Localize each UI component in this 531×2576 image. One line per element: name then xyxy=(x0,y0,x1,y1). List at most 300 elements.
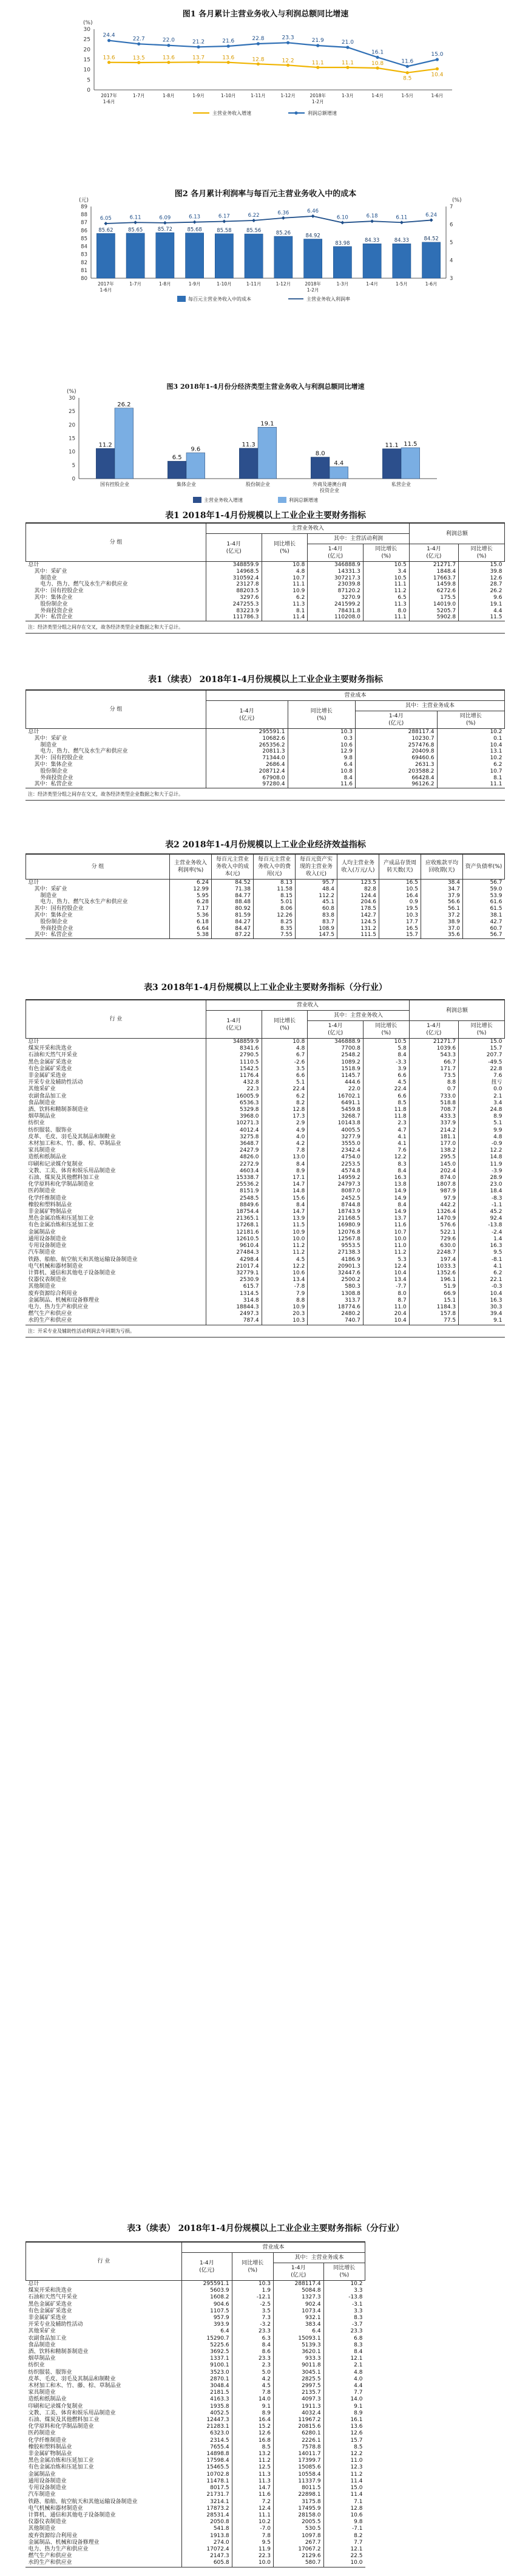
row-label: 黑色金属冶炼和压延加工业 xyxy=(28,2458,94,2464)
cell-value: 10.4 xyxy=(363,1317,409,1324)
table1-title: 表1 2018年1-4月份规模以上工业企业主要财务指标 xyxy=(165,511,366,521)
row-label: 其中：国有控股企业 xyxy=(34,755,84,762)
cell-value: 27138.3 xyxy=(308,1249,364,1256)
x-tick-label: 2017年 1-6月 xyxy=(98,281,114,293)
cell-value: 12.6 xyxy=(459,575,505,582)
cell-value: 15338.7 xyxy=(206,1175,262,1181)
y-tick-label: 83 xyxy=(81,251,87,258)
cell-value: 175.5 xyxy=(409,595,458,601)
bar-label: 26.2 xyxy=(117,401,131,408)
cell-value: 扭亏 xyxy=(459,1079,505,1086)
bar-label: 85.26 xyxy=(276,230,291,237)
row-label: 有色金属矿采选业 xyxy=(28,1065,72,1072)
row-label: 非金属矿采选业 xyxy=(28,2315,67,2321)
cell-value: 241599.2 xyxy=(308,601,364,608)
cell-value: 13.6 xyxy=(323,2424,365,2430)
cell-value: 6.6 xyxy=(363,1093,409,1100)
cell-value: 8.06 xyxy=(254,906,296,912)
cell-value: -13.8 xyxy=(459,1222,505,1229)
table-row xyxy=(26,2430,365,2437)
x-tick-label: 外商及港澳台商投资企业 xyxy=(313,482,347,493)
cell-value: 8017.5 xyxy=(182,2485,232,2492)
data-point xyxy=(436,67,439,70)
row-label: 农副食品加工业 xyxy=(28,1093,67,1099)
x-tick-label: 1-6月 xyxy=(425,281,438,287)
data-label: 21.6 xyxy=(222,38,235,44)
table3-header-category: 分 组 xyxy=(26,855,170,880)
cell-value: 11.3 xyxy=(232,2472,273,2478)
cell-value: 2480.2 xyxy=(308,1311,364,1317)
table5-header-category: 行 业 xyxy=(26,2243,182,2281)
table-row xyxy=(26,2540,365,2546)
cell-value: 56.6 xyxy=(421,899,463,906)
cell-value: 787.4 xyxy=(206,1317,262,1324)
cell-value: -2.5 xyxy=(232,2301,273,2308)
cell-value: 2631.3 xyxy=(355,762,437,768)
table3-header-col: 产成品存货周转天数(天) xyxy=(379,855,421,880)
table3-header-col: 每百元主营业务收入中的费用(元) xyxy=(254,855,296,880)
cell-value: 11.9 xyxy=(459,1161,505,1168)
table4-header-yoy: 同比增长 (%) xyxy=(363,1021,409,1039)
table5-header-value: 1-4月 (亿元) xyxy=(273,2263,323,2281)
table-row xyxy=(26,906,505,912)
cell-value: 3270.9 xyxy=(308,595,364,601)
row-label: 其中：采矿业 xyxy=(34,568,67,575)
cell-value: 56.7 xyxy=(463,880,505,886)
cell-value: 9011.8 xyxy=(273,2362,323,2369)
cell-value: 9.8 xyxy=(323,2519,365,2526)
data-label: 6.13 xyxy=(189,214,201,220)
cell-value: 3.3 xyxy=(323,2287,365,2294)
table-row xyxy=(26,1052,505,1059)
table1-header-value: 1-4月 (亿元) xyxy=(206,534,262,562)
cell-value: 12.4 xyxy=(232,2506,273,2512)
cell-value: 15.6 xyxy=(262,1195,308,1202)
data-label: 13.5 xyxy=(132,55,145,61)
cell-value: 8.35 xyxy=(254,926,296,932)
cell-value: 82.8 xyxy=(337,886,379,893)
table-row xyxy=(26,2349,365,2356)
cell-value: 1308.8 xyxy=(308,1291,364,1297)
data-label: 13.7 xyxy=(192,55,205,61)
cell-value: 18.4 xyxy=(459,1188,505,1195)
cell-value: 9.1 xyxy=(459,1317,505,1324)
cell-value: 11.6 xyxy=(363,1222,409,1229)
cell-value: 17072.4 xyxy=(182,2546,232,2553)
cell-value: 8.15 xyxy=(254,893,296,900)
data-point xyxy=(134,220,137,224)
cell-value: 15.0 xyxy=(459,1039,505,1046)
cell-value: 10.0 xyxy=(232,2560,273,2566)
cell-value: 56.1 xyxy=(421,906,463,912)
table2-note: 注：经济类型分组之间存在交叉，故各经济类型企业数据之和大于总计。 xyxy=(25,788,505,800)
row-label: 烟草制品业 xyxy=(28,2356,56,2362)
row-label: 仪器仪表制造业 xyxy=(28,2519,67,2526)
x-tick-label: 2018年 1-2月 xyxy=(305,281,321,293)
bar-label: 84.52 xyxy=(424,236,439,242)
cell-value: 22.3 xyxy=(232,2553,273,2560)
table3-body xyxy=(26,880,505,939)
cell-value: 708.7 xyxy=(409,1107,458,1113)
table1-body xyxy=(26,562,505,621)
cell-value: 7.9 xyxy=(262,1291,308,1297)
cell-value: 19.5 xyxy=(379,906,421,912)
table-row xyxy=(26,2560,365,2566)
cell-value: 307217.3 xyxy=(308,575,364,582)
cell-value: 7.6 xyxy=(363,1147,409,1154)
y-tick-label: 0 xyxy=(87,87,90,94)
bar-label: 19.1 xyxy=(260,420,274,428)
cell-value: 2314.5 xyxy=(182,2438,232,2444)
y-tick-label: 15 xyxy=(83,57,90,63)
cell-value: 3297.6 xyxy=(206,595,262,601)
data-point xyxy=(197,61,200,64)
cell-value: 8.9 xyxy=(262,1168,308,1175)
cell-value: 11.6 xyxy=(288,781,355,788)
cell-value: 2870.1 xyxy=(182,2376,232,2383)
legend-label: 主营业务收入增速 xyxy=(212,111,251,116)
bar-label: 11.1 xyxy=(385,442,399,449)
cell-value: 18844.3 xyxy=(206,1304,262,1311)
data-label: 13.6 xyxy=(162,55,175,61)
cell-value: 541.8 xyxy=(182,2526,232,2532)
row-label: 其他制造业 xyxy=(28,1283,56,1290)
cell-value: 39.4 xyxy=(459,1311,505,1317)
cell-value: 20815.6 xyxy=(273,2424,323,2430)
x-tick-label: 国有控股企业 xyxy=(100,482,129,487)
cell-value: 171.7 xyxy=(409,1066,458,1073)
table-row xyxy=(26,1188,505,1195)
bar xyxy=(401,448,420,479)
table-row xyxy=(26,1073,505,1079)
cell-value: 12.1 xyxy=(323,2546,365,2553)
cell-value: 295.5 xyxy=(409,1154,458,1161)
cell-value: 11.1 xyxy=(363,614,409,621)
cell-value: 8.5 xyxy=(232,2444,273,2451)
y-tick-label: 85 xyxy=(81,236,87,242)
cell-value: 11.4 xyxy=(323,2478,365,2485)
row-label: 开采专业及辅助性活动 xyxy=(28,2321,83,2328)
y-tick-label: 81 xyxy=(81,267,87,274)
cell-value: 7.8 xyxy=(232,2533,273,2540)
cell-value: 6.64 xyxy=(170,926,212,932)
cell-value: 5902.8 xyxy=(409,614,458,621)
row-label: 计算机、通信和其他电子设备制造业 xyxy=(28,2512,116,2518)
data-label: 21.2 xyxy=(192,39,205,46)
table-row xyxy=(26,575,505,582)
row-label: 通用设备制造业 xyxy=(28,1235,67,1242)
cell-value: 2825.5 xyxy=(273,2376,323,2383)
cell-value: 8.25 xyxy=(254,919,296,926)
cell-value: 17663.7 xyxy=(409,575,458,582)
bar xyxy=(126,233,144,278)
cell-value: 729.6 xyxy=(409,1236,458,1243)
cell-value: 11.5 xyxy=(262,1222,308,1229)
cell-value: 67908.0 xyxy=(206,775,288,782)
cell-value: 1326.4 xyxy=(409,1209,458,1215)
cell-value: 28.7 xyxy=(459,581,505,588)
x-tick-label: 1-12月 xyxy=(280,93,296,98)
cell-value: 1913.8 xyxy=(182,2533,232,2540)
cell-value: 6.2 xyxy=(262,595,308,601)
cell-value: 111786.3 xyxy=(206,614,262,621)
row-label: 燃气生产和供应业 xyxy=(28,1311,72,1317)
x-tick-label: 1-3月 xyxy=(336,281,349,287)
cell-value: 66.9 xyxy=(409,1291,458,1297)
bar xyxy=(304,239,322,278)
cell-value: 8.9 xyxy=(323,2410,365,2417)
cell-value: 433.3 xyxy=(409,1113,458,1120)
cell-value: 17067.2 xyxy=(273,2546,323,2553)
data-point xyxy=(222,219,226,223)
cell-value: 4012.4 xyxy=(206,1127,262,1134)
cell-value: 12.6 xyxy=(232,2430,273,2437)
table-row xyxy=(26,1215,505,1222)
y-tick-label: 25 xyxy=(83,36,90,43)
cell-value: 8.5 xyxy=(323,2444,365,2451)
cell-value: 2997.5 xyxy=(273,2383,323,2390)
data-label: 22.7 xyxy=(132,36,145,43)
cell-value: 15.2 xyxy=(232,2424,273,2430)
cell-value: -3.7 xyxy=(323,2321,365,2328)
data-point xyxy=(167,61,170,64)
data-point xyxy=(137,43,140,46)
table-row xyxy=(26,2376,365,2383)
cell-value: 4.9 xyxy=(262,1127,308,1134)
cell-value: 16005.9 xyxy=(206,1093,262,1100)
row-label: 水的生产和供应业 xyxy=(28,1317,72,1324)
row-label: 酒、饮料和精制茶制造业 xyxy=(28,2349,89,2356)
cell-value: 11.0 xyxy=(363,1243,409,1249)
cell-value: 2497.3 xyxy=(206,1311,262,1317)
cell-value: 12.2 xyxy=(363,1154,409,1161)
cell-value: 23127.8 xyxy=(206,581,262,588)
cell-value: 8.13 xyxy=(254,880,296,886)
cell-value: 8.6 xyxy=(232,2349,273,2356)
table-row xyxy=(26,2294,365,2301)
data-point xyxy=(376,66,379,69)
cell-value: 11478.1 xyxy=(182,2478,232,2485)
table-row xyxy=(26,755,505,762)
cell-value: 6.2 xyxy=(437,762,504,768)
x-tick-label: 1-7月 xyxy=(129,281,141,287)
table-row xyxy=(26,2301,365,2308)
cell-value: 17.7 xyxy=(379,919,421,926)
row-label: 制造业 xyxy=(40,742,57,748)
row-label: 电气机械和器材制造业 xyxy=(28,1263,83,1269)
cell-value: 11.9 xyxy=(232,2546,273,2553)
x-tick-label: 私营企业 xyxy=(391,482,411,487)
data-point xyxy=(107,39,110,42)
row-label: 黑色金属矿采选业 xyxy=(28,1059,72,1065)
table-row xyxy=(26,569,505,575)
row-label: 皮革、毛皮、羽毛及其制品和制鞋业 xyxy=(28,1133,116,1140)
row-label: 印刷和记录媒介复制业 xyxy=(28,2403,83,2410)
row-label: 其中：私营企业 xyxy=(34,614,73,621)
row-label: 股份制企业 xyxy=(40,601,68,607)
table3-header-col: 主营业务收入利润率(%) xyxy=(170,855,212,880)
x-tick-label: 1-4月 xyxy=(366,281,378,287)
cell-value: 5.3 xyxy=(363,1257,409,1263)
cell-value: 1176.4 xyxy=(206,1073,262,1079)
table-row xyxy=(26,1093,505,1100)
table2-header-yoy: 同比增长 (%) xyxy=(288,701,355,729)
data-label: 21.9 xyxy=(311,38,324,44)
data-label: 22.0 xyxy=(162,37,175,44)
cell-value: 1.4 xyxy=(459,1236,505,1243)
cell-value: 22.8 xyxy=(459,1066,505,1073)
table-row xyxy=(26,1202,505,1209)
table-row xyxy=(26,748,505,755)
row-label: 纺织服装、服饰业 xyxy=(28,1127,72,1133)
x-tick-label: 股份制企业 xyxy=(246,482,270,487)
cell-value: 13.8 xyxy=(363,1181,409,1188)
cell-value: 8.3 xyxy=(323,2315,365,2321)
bar xyxy=(239,448,258,479)
cell-value: 6323.0 xyxy=(182,2430,232,2437)
cell-value: 8.8 xyxy=(262,1297,308,1304)
cell-value: 14.8 xyxy=(262,1188,308,1195)
row-label: 煤炭开采和洗选业 xyxy=(28,2287,72,2294)
cell-value: 348859.9 xyxy=(206,562,262,569)
table4-header-value: 1-4月 (亿元) xyxy=(206,1011,262,1039)
cell-value: 202.4 xyxy=(409,1168,458,1175)
cell-value: 7.1 xyxy=(323,2499,365,2506)
cell-value: 10702.8 xyxy=(182,2472,232,2478)
y-tick-label: 30 xyxy=(83,27,90,33)
cell-value: 12.3 xyxy=(323,2464,365,2471)
bar xyxy=(96,233,115,278)
cell-value: 17.1 xyxy=(262,1175,308,1181)
cell-value: 1089.2 xyxy=(308,1059,364,1066)
cell-value: 10.0 xyxy=(262,1236,308,1243)
cell-value: 5225.6 xyxy=(182,2342,232,2349)
cell-value: 1337.1 xyxy=(182,2356,232,2362)
cell-value: 95.7 xyxy=(296,880,337,886)
cell-value: 17873.2 xyxy=(182,2506,232,2512)
data-point xyxy=(252,219,255,222)
cell-value: 4.1 xyxy=(363,1134,409,1141)
cell-value: 12.5 xyxy=(232,2464,273,2471)
cell-value: 8.3 xyxy=(323,2342,365,2349)
cell-value: 10.2 xyxy=(437,755,504,762)
bar xyxy=(167,461,186,479)
table-row xyxy=(26,2458,365,2464)
table-row xyxy=(26,736,505,742)
cell-value: 20.4 xyxy=(363,1311,409,1317)
cell-value: 11.3 xyxy=(363,601,409,608)
row-label: 橡胶和塑料制品业 xyxy=(28,1201,72,1208)
cell-value: 4052.5 xyxy=(182,2410,232,2417)
cell-value: 84.27 xyxy=(212,919,254,926)
data-point xyxy=(311,214,315,218)
cell-value: 10.5 xyxy=(363,1039,409,1046)
table2-header-cost: 营业成本 xyxy=(206,691,505,701)
cell-value: 204.6 xyxy=(337,899,379,906)
cell-value: 265356.2 xyxy=(206,742,288,749)
data-point xyxy=(286,64,289,67)
table4 xyxy=(25,999,505,1338)
table-row xyxy=(26,1229,505,1236)
table1-header-value: 1-4月 (亿元) xyxy=(308,544,364,562)
data-label: 12.2 xyxy=(282,58,294,64)
table-row xyxy=(26,1297,505,1304)
cell-value: 6.5 xyxy=(363,595,409,601)
data-point xyxy=(282,216,285,220)
table-row xyxy=(26,1059,505,1066)
cell-value: 21731.7 xyxy=(182,2492,232,2498)
cell-value: 7.3 xyxy=(232,2315,273,2321)
row-label: 造纸和纸制品业 xyxy=(28,1154,67,1161)
table-row xyxy=(26,2444,365,2451)
table4-header-yoy: 同比增长 (%) xyxy=(459,1021,505,1039)
row-label: 有色金属冶炼和压延加工业 xyxy=(28,1222,94,1229)
bar-label: 83.98 xyxy=(335,240,350,247)
y-tick-label: 84 xyxy=(81,244,87,250)
cell-value: 5.8 xyxy=(363,1045,409,1052)
cell-value: 20901.3 xyxy=(308,1263,364,1270)
y-tick-label: 82 xyxy=(81,259,87,266)
cell-value: 2342.4 xyxy=(308,1147,364,1154)
data-label: 6.18 xyxy=(366,213,378,220)
cell-value: 24.8 xyxy=(459,1107,505,1113)
cell-value: 9.8 xyxy=(288,755,355,762)
data-label: 23.3 xyxy=(282,35,294,41)
cell-value: 8.4 xyxy=(288,775,355,782)
table-row xyxy=(26,1079,505,1086)
legend-label: 利润总额增速 xyxy=(308,111,337,116)
y-tick-label: 87 xyxy=(81,220,87,227)
table-row xyxy=(26,2464,365,2471)
cell-value: 1807.8 xyxy=(409,1181,458,1188)
table4-header-value: 1-4月 (亿元) xyxy=(308,1021,364,1039)
table-row xyxy=(26,1113,505,1120)
cell-value: 4005.5 xyxy=(308,1127,364,1134)
table-row xyxy=(26,886,505,893)
table4-header-revenue: 营业收入 xyxy=(206,1000,410,1011)
cell-value: 5139.3 xyxy=(273,2342,323,2349)
table5-header-yoy: 同比增长 (%) xyxy=(323,2263,365,2281)
table-row xyxy=(26,1236,505,1243)
legend-label: 每百元主营业务收入中的成本 xyxy=(188,296,251,302)
row-label: 金属制品业 xyxy=(28,1229,56,1235)
cell-value: 12.26 xyxy=(254,912,296,919)
table-row xyxy=(26,1317,505,1324)
cell-value: 10.5 xyxy=(363,575,409,582)
cell-value: 12.1 xyxy=(323,2356,365,2362)
table3-header-col: 应收账款平均回收期(天) xyxy=(421,855,463,880)
cell-value: 10.8 xyxy=(262,1039,308,1046)
bar-label: 11.2 xyxy=(98,442,112,449)
cell-value: 3523.0 xyxy=(182,2369,232,2376)
cell-value: 14.9 xyxy=(363,1195,409,1202)
cell-value: 8.5 xyxy=(363,1100,409,1107)
cell-value: 4.8 xyxy=(459,1134,505,1141)
cell-value: 10.3 xyxy=(232,2281,273,2288)
cell-value: 1848.4 xyxy=(409,569,458,575)
bar xyxy=(215,234,233,278)
row-label: 皮革、毛皮、羽毛及其制品和制鞋业 xyxy=(28,2376,116,2382)
data-label: 6.05 xyxy=(100,216,112,222)
row-label: 总计 xyxy=(28,880,39,886)
cell-value: 10.7 xyxy=(363,1229,409,1236)
row-label: 总计 xyxy=(28,2281,39,2287)
cell-value: 22.0 xyxy=(308,1086,364,1093)
cell-value: 3048.4 xyxy=(182,2383,232,2390)
cell-value: 92.4 xyxy=(459,1215,505,1222)
cell-value: 8.7 xyxy=(363,1297,409,1304)
table1-header-revenue: 主营业务收入 xyxy=(206,524,410,534)
